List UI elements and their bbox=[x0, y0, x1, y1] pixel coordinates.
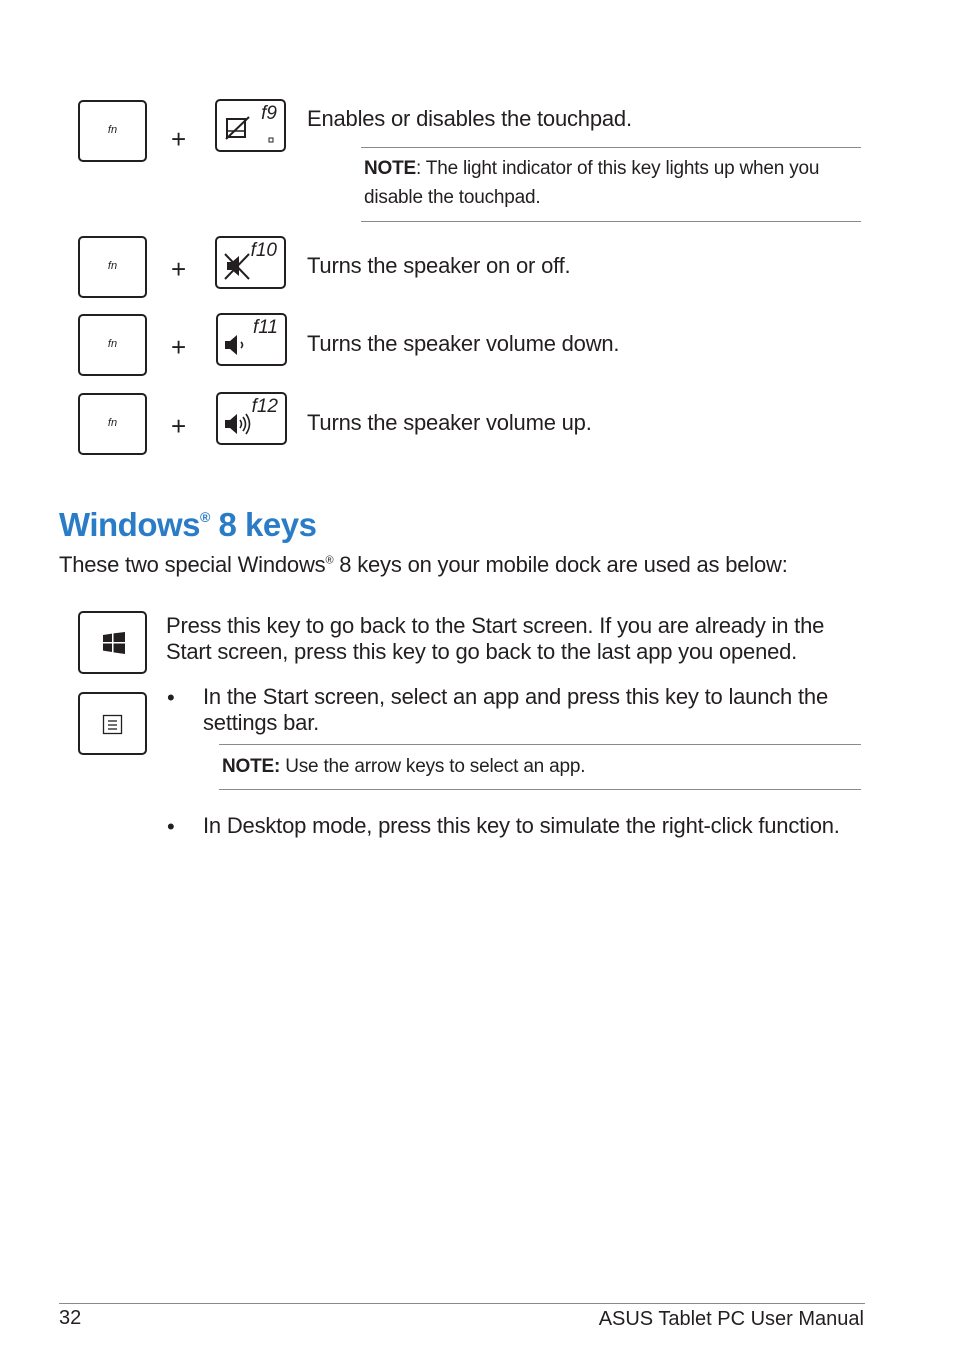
f11-key bbox=[216, 313, 287, 366]
intro-registered-mark: ® bbox=[325, 554, 334, 567]
menu-key-note bbox=[219, 744, 861, 790]
plus-sign: + bbox=[171, 254, 187, 284]
fn-key-label: fn bbox=[107, 124, 118, 136]
touchpad-icon bbox=[225, 116, 251, 142]
menu-key bbox=[78, 692, 147, 755]
note-label: NOTE bbox=[364, 158, 416, 179]
volume-up-icon bbox=[223, 410, 255, 438]
windows-key-description: Press this key to go back to the Start screen. If you are already in the Start screen, press this key to go back to the last app you opened. bbox=[166, 613, 825, 664]
f12-key bbox=[216, 392, 287, 445]
f9-key-label: f9 bbox=[261, 103, 277, 124]
bullet-marker: • bbox=[167, 685, 175, 710]
plus-sign: + bbox=[171, 411, 187, 441]
note-text: Use the arrow keys to select an app. bbox=[280, 756, 586, 777]
intro-part-b: 8 keys on your mobile dock are used as below: bbox=[333, 552, 788, 577]
volume-up-description: Turns the speaker volume up. bbox=[307, 410, 592, 435]
menu-key-desktop-text: In Desktop mode, press this key to simulate the right-click function. bbox=[203, 813, 840, 838]
fn-key bbox=[78, 393, 147, 455]
fn-key bbox=[78, 236, 147, 298]
title-rest: 8 keys bbox=[209, 506, 317, 543]
windows-key bbox=[78, 611, 147, 674]
speaker-toggle-description: Turns the speaker on or off. bbox=[307, 253, 571, 278]
page-number: 32 bbox=[59, 1307, 82, 1329]
f11-key-label: f11 bbox=[252, 317, 278, 338]
fn-key-label: fn bbox=[107, 338, 118, 350]
volume-down-description: Turns the speaker volume down. bbox=[307, 331, 620, 356]
section-title bbox=[59, 506, 316, 544]
fn-key-label: fn bbox=[107, 260, 118, 272]
f10-key bbox=[215, 236, 286, 289]
note-text: : The light indicator of this key lights up when you disable the touchpad. bbox=[364, 158, 820, 208]
title-registered-mark: ® bbox=[200, 509, 210, 525]
plus-sign: + bbox=[171, 332, 187, 362]
bullet-marker: • bbox=[167, 814, 175, 839]
intro-part-a: These two special Windows bbox=[59, 552, 326, 577]
menu-icon bbox=[102, 714, 124, 736]
f10-key-label: f10 bbox=[250, 240, 277, 261]
fn-key-label: fn bbox=[107, 417, 118, 429]
f12-key-label: f12 bbox=[251, 396, 278, 417]
speaker-mute-icon bbox=[222, 251, 252, 281]
volume-down-icon bbox=[223, 333, 249, 357]
windows-logo-icon bbox=[102, 632, 126, 654]
note-label: NOTE: bbox=[222, 756, 281, 777]
manual-title: ASUS Tablet PC User Manual bbox=[598, 1308, 864, 1330]
section-intro bbox=[59, 552, 788, 578]
touchpad-note bbox=[361, 147, 861, 222]
footer-divider bbox=[59, 1303, 865, 1304]
f9-key bbox=[215, 99, 286, 152]
touchpad-description: Enables or disables the touchpad. bbox=[307, 106, 632, 131]
plus-sign: + bbox=[171, 124, 187, 154]
title-text: Windows bbox=[59, 506, 201, 543]
fn-key bbox=[78, 100, 147, 162]
fn-key bbox=[78, 314, 147, 376]
menu-key-start-screen-text: In the Start screen, select an app and press this key to launch the settings bar. bbox=[203, 684, 828, 735]
indicator-light-icon bbox=[268, 137, 276, 145]
